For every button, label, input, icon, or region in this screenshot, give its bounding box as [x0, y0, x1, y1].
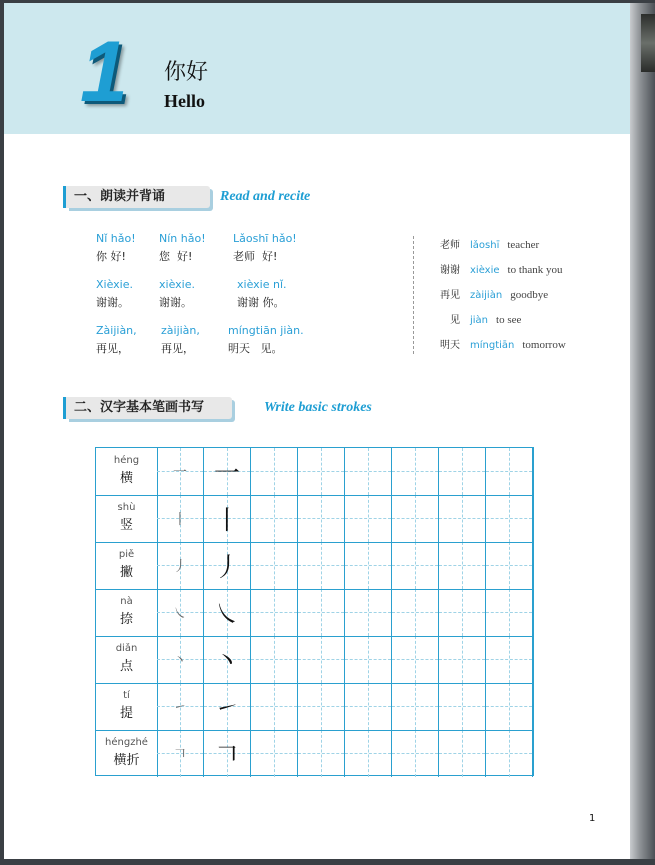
stroke-pinyin: nà — [120, 596, 133, 607]
practice-cell[interactable] — [486, 448, 533, 495]
stroke-sample-glyph: 𠃍 — [173, 746, 187, 763]
practice-cell[interactable] — [439, 589, 486, 636]
stroke-sample-glyph: ㇏ — [213, 600, 240, 630]
vocab-chinese: 见 — [450, 315, 460, 326]
stroke-name: 提 — [119, 706, 133, 721]
practice-cell[interactable] — [251, 683, 298, 730]
practice-cell[interactable] — [392, 730, 439, 777]
stroke-sample-glyph: 丿 — [173, 558, 187, 575]
stroke-sample-glyph: 丨 — [213, 506, 240, 536]
practice-cell[interactable] — [486, 730, 533, 777]
recite-hanzi: 再见， — [161, 342, 194, 355]
section-1-heading-english: Read and recite — [220, 189, 311, 204]
practice-cell[interactable] — [392, 683, 439, 730]
lesson-header — [4, 3, 630, 134]
recite-item — [237, 278, 287, 310]
stroke-example-cell — [157, 495, 204, 542]
practice-cell[interactable] — [345, 448, 392, 495]
practice-cell[interactable] — [439, 542, 486, 589]
vocab-pinyin: zàijiàn — [470, 290, 503, 301]
stroke-example-cell — [157, 730, 204, 777]
stroke-row — [96, 589, 533, 636]
textbook-page — [4, 3, 630, 859]
vocab-english: to thank you — [507, 264, 563, 276]
stroke-label-cell — [96, 542, 158, 589]
lesson-number: 1 — [80, 24, 128, 120]
practice-cell[interactable] — [439, 683, 486, 730]
stroke-row — [96, 448, 533, 495]
stroke-sample-glyph: 丶 — [173, 652, 187, 669]
practice-cell[interactable] — [345, 589, 392, 636]
vocab-divider — [413, 236, 414, 354]
recite-hanzi: 再见， — [96, 342, 129, 355]
practice-cell[interactable] — [486, 636, 533, 683]
stroke-sample-glyph: 丨 — [173, 511, 187, 528]
recite-pinyin: míngtiān jiàn. — [228, 324, 304, 337]
section-2-heading: 二、汉字基本笔画书写 — [66, 397, 232, 419]
vocab-pinyin: lǎoshī — [470, 240, 500, 251]
practice-cell[interactable] — [345, 495, 392, 542]
stroke-pinyin: héngzhé — [105, 737, 148, 748]
practice-cell[interactable] — [251, 542, 298, 589]
recite-pinyin: Nín hǎo! — [159, 232, 206, 245]
stroke-name: 撇 — [119, 565, 133, 580]
stroke-sample-glyph: 一 — [213, 459, 240, 489]
practice-cell[interactable] — [251, 448, 298, 495]
recite-item — [96, 232, 136, 264]
practice-cell[interactable] — [298, 636, 345, 683]
stroke-sample-glyph: ㇀ — [173, 699, 187, 716]
stroke-pinyin: héng — [113, 455, 140, 466]
vocab-chinese: 再见 — [440, 290, 460, 301]
practice-cell[interactable] — [345, 683, 392, 730]
stroke-name: 捺 — [119, 612, 133, 627]
recite-hanzi: 谢谢。 — [159, 296, 192, 309]
vocab-english: goodbye — [510, 289, 549, 301]
vocab-english: teacher — [507, 239, 540, 251]
stroke-example-cell — [204, 683, 251, 730]
recite-item — [233, 232, 297, 264]
recite-item — [159, 232, 206, 264]
stroke-row — [96, 542, 533, 589]
recite-item — [161, 324, 200, 356]
practice-cell[interactable] — [298, 683, 345, 730]
vocab-pinyin: míngtiān — [470, 340, 515, 351]
recite-pinyin: Nǐ hǎo! — [96, 232, 136, 245]
vocab-pinyin: jiàn — [470, 315, 489, 326]
stroke-example-cell — [204, 730, 251, 777]
vocab-chinese: 老师 — [440, 240, 460, 251]
recite-hanzi: 谢谢。 — [96, 296, 129, 309]
stroke-example-cell — [204, 495, 251, 542]
practice-cell[interactable] — [439, 730, 486, 777]
section-2-heading-english: Write basic strokes — [264, 400, 372, 415]
stroke-sample-glyph: 丶 — [213, 647, 240, 677]
recite-item — [96, 278, 133, 310]
page-number: 1 — [589, 813, 596, 824]
stroke-label-cell — [96, 448, 158, 495]
practice-cell[interactable] — [251, 495, 298, 542]
vocab-row — [416, 336, 566, 351]
vocab-chinese: 谢谢 — [440, 265, 460, 276]
stroke-practice-grid — [95, 447, 534, 776]
recite-item — [159, 278, 195, 310]
practice-cell[interactable] — [392, 636, 439, 683]
practice-cell[interactable] — [298, 589, 345, 636]
stroke-pinyin: diǎn — [115, 643, 138, 654]
practice-cell[interactable] — [486, 542, 533, 589]
recite-pinyin: zàijiàn, — [161, 324, 200, 337]
section-1-heading: 一、朗读并背诵 — [66, 186, 210, 208]
vocab-row — [416, 261, 563, 276]
stroke-sample-glyph: ㇀ — [213, 694, 240, 724]
stroke-name: 点 — [119, 659, 133, 674]
practice-cell[interactable] — [345, 542, 392, 589]
recite-hanzi: 谢谢 你。 — [237, 296, 285, 309]
stroke-label-cell — [96, 636, 158, 683]
vocab-row — [416, 236, 539, 251]
vocab-pinyin: xièxie — [470, 265, 500, 276]
stroke-name: 横 — [119, 471, 133, 486]
stroke-sample-glyph: 𠃍 — [213, 741, 240, 771]
practice-cell[interactable] — [251, 636, 298, 683]
stroke-example-cell — [204, 448, 251, 495]
stroke-pinyin: shù — [117, 502, 136, 513]
stroke-pinyin: piě — [118, 549, 135, 560]
stroke-example-cell — [157, 448, 204, 495]
stroke-example-cell — [204, 589, 251, 636]
practice-cell[interactable] — [298, 448, 345, 495]
practice-cell[interactable] — [392, 495, 439, 542]
practice-cell[interactable] — [251, 589, 298, 636]
recite-pinyin: Lǎoshī hǎo! — [233, 232, 297, 245]
recite-hanzi: 您 好! — [159, 250, 193, 263]
stroke-row — [96, 495, 533, 542]
stroke-sample-glyph: 丿 — [213, 553, 240, 583]
recite-item — [228, 324, 304, 356]
practice-cell[interactable] — [251, 730, 298, 777]
practice-cell[interactable] — [345, 636, 392, 683]
recite-hanzi: 你 好! — [96, 250, 126, 263]
stroke-row — [96, 683, 533, 730]
stroke-label-cell — [96, 730, 158, 777]
stroke-example-cell — [157, 542, 204, 589]
vocab-chinese: 明天 — [440, 340, 460, 351]
practice-cell[interactable] — [392, 542, 439, 589]
lesson-title-chinese: 你好 — [164, 60, 209, 85]
page-edge-shadow — [630, 3, 655, 859]
lesson-title-english: Hello — [164, 91, 205, 111]
stroke-sample-glyph: 一 — [173, 464, 187, 481]
stroke-label-cell — [96, 589, 158, 636]
recite-pinyin: xièxie nǐ. — [237, 278, 287, 291]
practice-cell[interactable] — [392, 589, 439, 636]
stroke-example-cell — [157, 636, 204, 683]
vocab-english: to see — [496, 314, 522, 326]
practice-cell[interactable] — [439, 495, 486, 542]
practice-cell[interactable] — [486, 683, 533, 730]
practice-cell[interactable] — [345, 730, 392, 777]
recite-pinyin: xièxie. — [159, 278, 195, 291]
recite-hanzi: 老师 好! — [233, 250, 278, 263]
recite-hanzi: 明天 见。 — [228, 342, 283, 355]
practice-cell[interactable] — [486, 589, 533, 636]
vocab-english: tomorrow — [522, 339, 566, 351]
recite-item — [96, 324, 137, 356]
stroke-label-cell — [96, 683, 158, 730]
practice-cell[interactable] — [392, 448, 439, 495]
practice-cell[interactable] — [439, 448, 486, 495]
stroke-example-cell — [204, 542, 251, 589]
vocab-row — [416, 311, 521, 326]
background-photo-edge — [641, 14, 655, 72]
practice-cell[interactable] — [439, 636, 486, 683]
stroke-sample-glyph: ㇏ — [173, 605, 187, 622]
stroke-row — [96, 730, 533, 777]
stroke-row — [96, 636, 533, 683]
recite-pinyin: Xièxie. — [96, 278, 133, 291]
stroke-example-cell — [157, 589, 204, 636]
practice-cell[interactable] — [486, 495, 533, 542]
practice-cell[interactable] — [298, 495, 345, 542]
stroke-pinyin: tí — [123, 690, 130, 701]
stroke-name: 横折 — [113, 753, 140, 768]
stroke-example-cell — [157, 683, 204, 730]
practice-cell[interactable] — [298, 542, 345, 589]
practice-cell[interactable] — [298, 730, 345, 777]
stroke-name: 竖 — [119, 518, 133, 533]
stroke-example-cell — [204, 636, 251, 683]
recite-pinyin: Zàijiàn, — [96, 324, 137, 337]
stroke-label-cell — [96, 495, 158, 542]
vocab-row — [416, 286, 548, 301]
